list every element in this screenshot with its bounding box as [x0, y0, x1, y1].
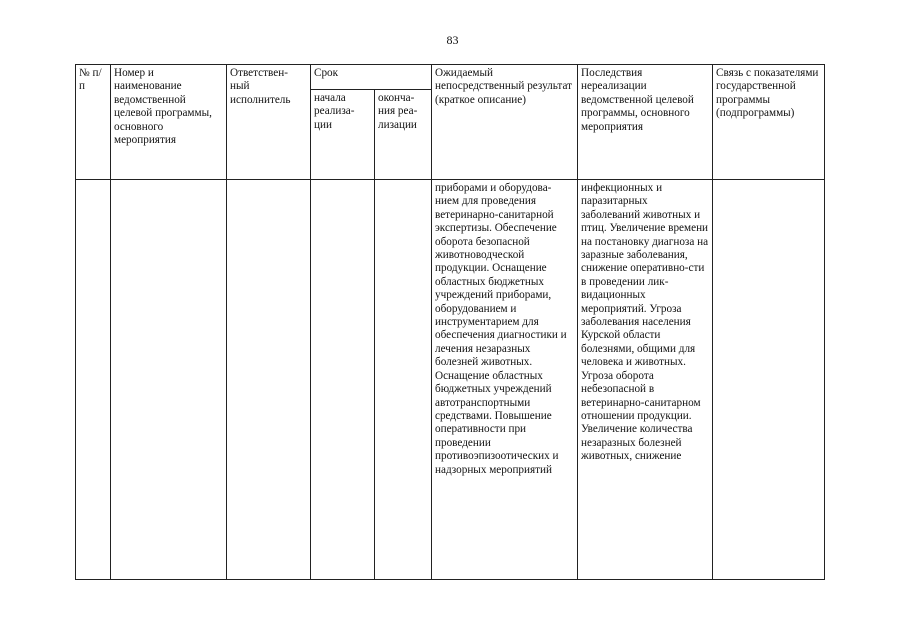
page-number: 83	[446, 33, 459, 47]
header-start: начала реализа-ции	[311, 90, 375, 180]
cell-num	[76, 180, 111, 580]
cell-end	[375, 180, 432, 580]
cell-consequences: инфекционных и паразитарных заболеваний животных и птиц. Увеличение времени на постановку диагноза на заразные заболевания, снижение оперативно-сти в проведении лик-видационных мероприятий. Угроза заболевания населения Курской области болезнями, общими для человека и животных. Угроза оборота небезопасной в ветеринарно-санитарном отношении продукции. Увеличение количества незаразных болезней животных, снижение	[578, 180, 713, 580]
cell-start	[311, 180, 375, 580]
cell-responsible	[227, 180, 311, 580]
header-term: Срок	[311, 65, 432, 90]
header-responsible: Ответствен-ный исполнитель	[227, 65, 311, 180]
header-consequences: Последствия нереализации ведомственной целевой программы, основного мероприятия	[578, 65, 713, 180]
header-expected-result: Ожидаемый непосредственный результат (краткое описание)	[432, 65, 578, 180]
header-program-name: Номер и наименование ведомственной целевой программы, основного мероприятия	[111, 65, 227, 180]
header-num: № п/п	[76, 65, 111, 180]
cell-expected-result: приборами и оборудова-нием для проведения ветеринарно-санитарной экспертизы. Обеспечение оборота безопасной животноводческой продукции. Оснащение областных бюджетных учреждений приборами, оборудованием и инструментарием для обеспечения диагностики и лечения незаразных болезней животных. Оснащение областных бюджетных учреждений автотранспортными средствами. Повышение оперативности при проведении противоэпизоотических и надзорных мероприятий	[432, 180, 578, 580]
table-header-row	[76, 65, 825, 90]
header-end: оконча-ния реа-лизации	[375, 90, 432, 180]
cell-program-name	[111, 180, 227, 580]
cell-link-indicators	[713, 180, 825, 580]
table-row	[76, 180, 825, 580]
header-link-indicators: Связь с показателями государственной программы (подпрограммы)	[713, 65, 825, 180]
program-table	[75, 64, 825, 580]
